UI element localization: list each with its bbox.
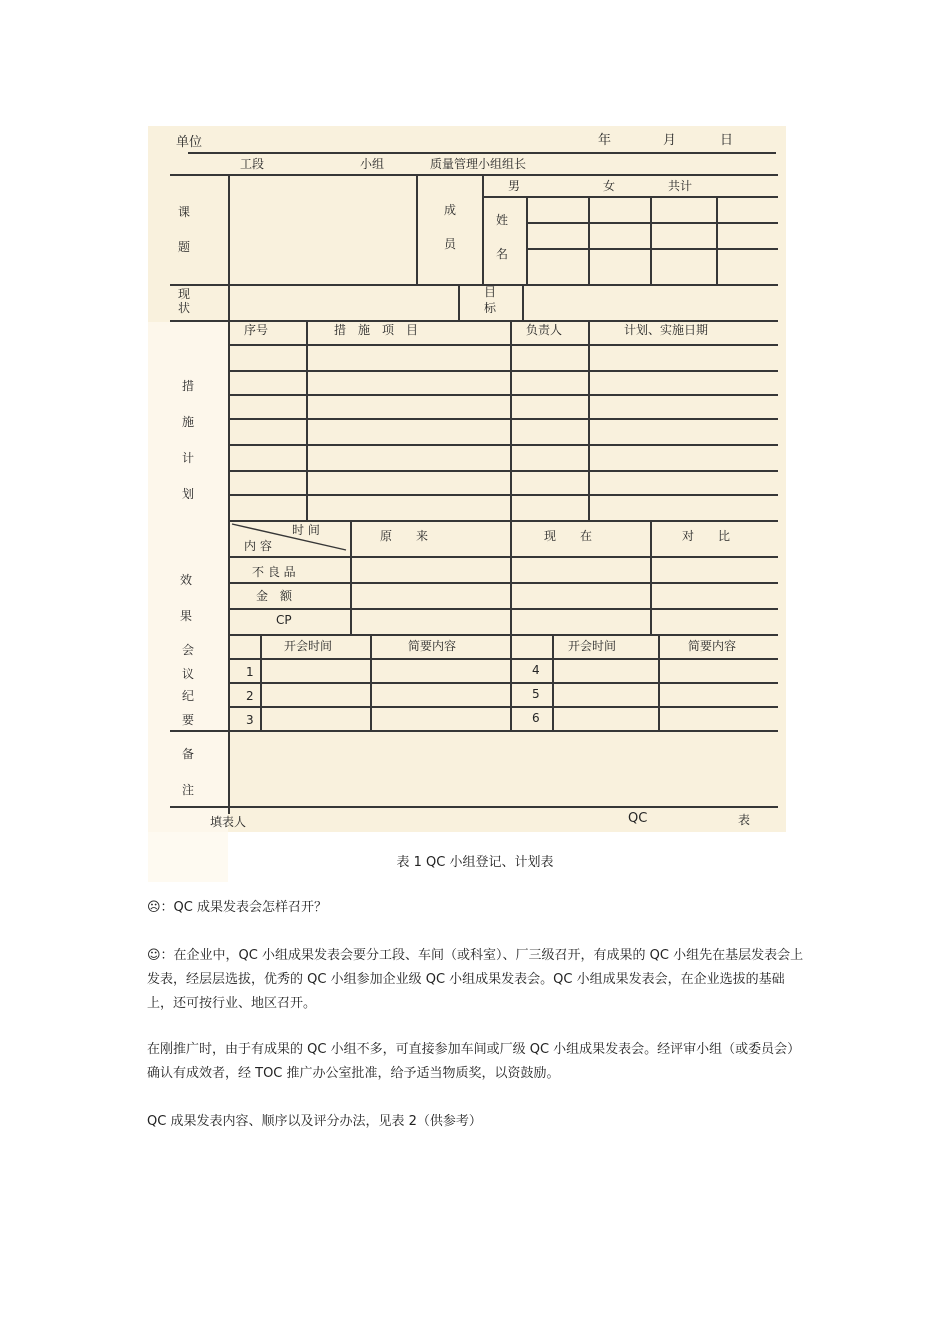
rule xyxy=(526,196,528,284)
form-plan-char-1: 措 xyxy=(182,379,195,393)
answer-paragraph: ☺：在企业中，QC 小组成果发表会要分工段、车间（或科室）、厂三级召开，有成果的 QC 小组先在基层发表会上发表，经层层选拔，优秀的 QC 小组参加企业级 QC 小组成果发表会。QC 小组成果发表会，在企业选拔的基础上，还可按行业、地区召开。 xyxy=(147,948,804,1011)
rule xyxy=(228,658,778,660)
form-target-a: 目 xyxy=(484,285,497,299)
form-summary-2: 简要内容 xyxy=(688,639,737,653)
rule xyxy=(510,320,512,520)
form-member-a: 成 xyxy=(444,203,457,217)
rule xyxy=(650,520,652,634)
rule xyxy=(522,284,524,320)
diagonal-rule xyxy=(228,520,350,554)
form-name-b: 名 xyxy=(496,247,509,261)
form-filler: 填表人 xyxy=(210,815,247,829)
form-effect-char-1: 效 xyxy=(180,573,193,587)
rule xyxy=(170,284,778,286)
form-month: 月 xyxy=(663,133,677,148)
rule xyxy=(228,370,778,372)
form-row-2: 2 xyxy=(246,689,254,703)
form-female: 女 xyxy=(603,179,616,193)
form-row-4: 4 xyxy=(532,663,540,677)
body-paragraph-2: 在刚推广时，由于有成果的 QC 小组不多，可直接参加车间或厂级 QC 小组成果发表会。经评审小组（或委员会）确认有成效者，经 TOC 推广办公室批准，给予适当物质奖，以资鼓励。 xyxy=(147,1042,801,1081)
form-effect-char-2: 果 xyxy=(180,609,193,623)
rule xyxy=(306,320,308,520)
rule xyxy=(526,248,778,250)
form-plan-date: 计划、实施日期 xyxy=(624,323,709,337)
body-paragraph-3: QC 成果发表内容、顺序以及评分办法，见表 2（供参考） xyxy=(147,1114,482,1129)
rule xyxy=(588,196,590,284)
form-compare: 对 比 xyxy=(682,529,731,543)
form-status-b: 状 xyxy=(178,301,191,315)
rule xyxy=(526,222,778,224)
form-now: 现 在 xyxy=(544,529,593,543)
rule xyxy=(482,174,484,284)
rule xyxy=(228,394,778,396)
form-original: 原 来 xyxy=(380,529,429,543)
form-row-3: 3 xyxy=(246,713,254,727)
form-measure-item: 措 施 项 目 xyxy=(334,323,419,337)
rule xyxy=(170,806,778,808)
form-leader: 质量管理小组组长 xyxy=(430,157,527,171)
form-plan-char-3: 计 xyxy=(182,451,195,465)
form-amount: 金 额 xyxy=(256,589,293,603)
rule xyxy=(170,174,778,176)
form-day: 日 xyxy=(720,133,734,148)
rule xyxy=(588,320,590,520)
rule xyxy=(228,444,778,446)
rule xyxy=(458,284,460,320)
form-seq: 序号 xyxy=(244,323,269,337)
rule xyxy=(228,634,778,636)
form-remark-char-2: 注 xyxy=(182,783,195,797)
form-meeting-time-2: 开会时间 xyxy=(568,639,617,653)
form-year: 年 xyxy=(598,133,612,148)
form-meeting-char-3: 纪 xyxy=(182,689,195,703)
rule xyxy=(228,418,778,420)
rule xyxy=(228,344,778,346)
form-total: 共计 xyxy=(668,179,693,193)
form-summary: 简要内容 xyxy=(408,639,457,653)
form-plan-char-4: 划 xyxy=(182,487,195,501)
form-cp: CP xyxy=(276,613,292,627)
form-row-5: 5 xyxy=(532,687,540,701)
rule xyxy=(188,152,776,154)
rule xyxy=(228,682,778,684)
form-member-b: 员 xyxy=(444,237,457,251)
form-defects: 不 良 品 xyxy=(252,565,296,579)
form-tail: 表 xyxy=(738,813,751,827)
table-caption: 表 1 QC 小组登记、计划表 xyxy=(396,855,554,870)
rule xyxy=(228,608,778,610)
form-meeting-char-2: 议 xyxy=(182,667,195,681)
rule xyxy=(170,730,778,732)
form-remark-char-1: 备 xyxy=(182,747,195,761)
scan-fade xyxy=(148,322,228,882)
form-group: 小组 xyxy=(360,157,385,171)
rule xyxy=(716,196,718,284)
rule xyxy=(228,706,778,708)
form-name-a: 姓 xyxy=(496,213,509,227)
form-meeting-time: 开会时间 xyxy=(284,639,333,653)
rule xyxy=(650,196,652,284)
rule xyxy=(416,174,418,284)
form-male: 男 xyxy=(508,179,521,193)
form-qc: QC xyxy=(628,811,648,826)
question-paragraph: ☹：QC 成果发表会怎样召开？ xyxy=(147,900,327,915)
rule xyxy=(228,470,778,472)
scanned-form-image xyxy=(148,126,786,832)
form-status-a: 现 xyxy=(178,287,191,301)
form-owner: 负责人 xyxy=(526,323,563,337)
form-target-b: 标 xyxy=(484,301,497,315)
rule xyxy=(350,520,352,634)
rule xyxy=(228,582,778,584)
form-time: 时 间 xyxy=(292,523,320,537)
rule xyxy=(510,520,512,634)
rule xyxy=(228,494,778,496)
rule xyxy=(170,320,778,322)
form-row-1: 1 xyxy=(246,665,254,679)
form-unit: 单位 xyxy=(176,135,203,150)
form-topic-a: 课 xyxy=(178,205,191,219)
form-plan-char-2: 施 xyxy=(182,415,195,429)
rule xyxy=(228,556,778,558)
form-content: 内 容 xyxy=(244,539,272,553)
form-meeting-char-4: 要 xyxy=(182,713,195,727)
form-topic-b: 题 xyxy=(178,240,191,254)
form-section: 工段 xyxy=(240,157,265,171)
form-row-6: 6 xyxy=(532,711,540,725)
form-meeting-char-1: 会 xyxy=(182,643,195,657)
